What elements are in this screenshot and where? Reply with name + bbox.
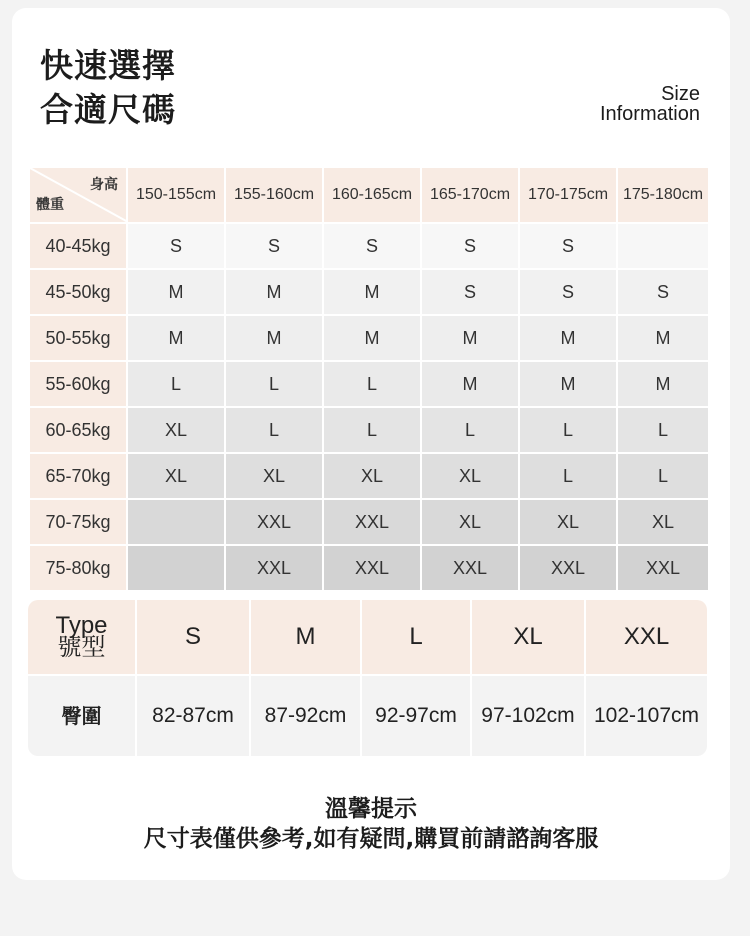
friendly-reminder	[12, 794, 730, 854]
size-cell: M	[519, 361, 617, 407]
size-cell: XXL	[421, 545, 519, 591]
weight-row	[29, 315, 709, 361]
hip-value-cell: 97-102cm	[472, 674, 586, 756]
size-cell: L	[127, 361, 225, 407]
hip-row	[28, 674, 707, 756]
type-cell: L	[362, 600, 472, 674]
size-cell: S	[225, 223, 323, 269]
size-cell: XXL	[225, 545, 323, 591]
hip-value-cell: 87-92cm	[251, 674, 362, 756]
type-cell: S	[137, 600, 251, 674]
weight-range-label: 55-60kg	[29, 361, 127, 407]
size-cell: XXL	[323, 545, 421, 591]
hip-value-cell: 102-107cm	[586, 674, 707, 756]
size-cell: XXL	[323, 499, 421, 545]
size-cell: M	[617, 315, 709, 361]
size-cell: XL	[519, 499, 617, 545]
size-cell: XL	[127, 407, 225, 453]
type-label-en: Type	[55, 612, 108, 639]
size-cell: XL	[127, 453, 225, 499]
type-cell: M	[251, 600, 362, 674]
size-cell: S	[421, 269, 519, 315]
hip-value-cell: 82-87cm	[137, 674, 251, 756]
weight-row	[29, 223, 709, 269]
hip-label-cell: 臀圍	[28, 674, 137, 756]
size-cell: L	[617, 407, 709, 453]
tip-title: 溫馨提示	[325, 796, 417, 822]
size-cell: L	[323, 361, 421, 407]
size-cell: L	[225, 407, 323, 453]
size-cell: M	[323, 315, 421, 361]
size-cell: XXL	[617, 545, 709, 591]
hip-measurement-table	[28, 600, 707, 756]
height-column-header: 155-160cm	[225, 167, 323, 223]
size-info-line-2: Information	[599, 103, 700, 125]
size-guide-card	[12, 8, 730, 880]
weight-row	[29, 269, 709, 315]
size-cell: S	[323, 223, 421, 269]
type-label-zh: 號型	[57, 634, 106, 661]
size-cell: M	[127, 315, 225, 361]
height-column-header: 175-180cm	[617, 167, 709, 223]
size-cell: M	[323, 269, 421, 315]
tip-text: 尺寸表僅供參考,如有疑問,購買前請諮詢客服	[143, 826, 599, 852]
hip-value-cell: 92-97cm	[362, 674, 472, 756]
weight-range-label: 75-80kg	[29, 545, 127, 591]
size-cell: M	[421, 361, 519, 407]
size-cell: XL	[617, 499, 709, 545]
chart-header-row	[29, 167, 709, 223]
title-line-1: 快速選擇	[40, 46, 176, 85]
size-cell: L	[617, 453, 709, 499]
height-axis-label: 身高	[90, 176, 118, 192]
height-column-header: 150-155cm	[127, 167, 225, 223]
size-cell: M	[519, 315, 617, 361]
size-cell: M	[617, 361, 709, 407]
size-cell: XXL	[225, 499, 323, 545]
weight-row	[29, 499, 709, 545]
size-cell	[127, 499, 225, 545]
size-cell: XL	[225, 453, 323, 499]
weight-row	[29, 407, 709, 453]
weight-range-label: 70-75kg	[29, 499, 127, 545]
title-line-2: 合適尺碼	[40, 90, 176, 129]
size-cell: M	[421, 315, 519, 361]
page-title	[40, 44, 176, 132]
size-cell: L	[225, 361, 323, 407]
weight-row	[29, 361, 709, 407]
height-column-header: 170-175cm	[519, 167, 617, 223]
size-cell: XXL	[519, 545, 617, 591]
weight-range-label: 60-65kg	[29, 407, 127, 453]
size-cell: S	[421, 223, 519, 269]
size-cell: S	[519, 269, 617, 315]
size-cell	[127, 545, 225, 591]
weight-range-label: 50-55kg	[29, 315, 127, 361]
size-cell: L	[323, 407, 421, 453]
weight-row	[29, 453, 709, 499]
size-cell: L	[519, 407, 617, 453]
type-label-cell	[28, 600, 137, 674]
type-row	[28, 600, 707, 674]
weight-range-label: 40-45kg	[29, 223, 127, 269]
weight-range-label: 45-50kg	[29, 269, 127, 315]
type-cell: XL	[472, 600, 586, 674]
size-cell: S	[617, 269, 709, 315]
size-information-heading	[600, 84, 700, 124]
weight-range-label: 65-70kg	[29, 453, 127, 499]
size-cell: S	[519, 223, 617, 269]
size-info-line-1: Size	[661, 83, 700, 105]
height-column-header: 165-170cm	[421, 167, 519, 223]
type-cell: XXL	[586, 600, 707, 674]
size-cell: M	[225, 269, 323, 315]
height-column-header: 160-165cm	[323, 167, 421, 223]
corner-cell	[29, 167, 127, 223]
size-cell: S	[127, 223, 225, 269]
weight-row	[29, 545, 709, 591]
size-cell: XL	[323, 453, 421, 499]
size-cell	[617, 223, 709, 269]
size-cell: L	[519, 453, 617, 499]
size-cell: M	[127, 269, 225, 315]
height-weight-size-chart	[28, 166, 710, 592]
weight-axis-label: 體重	[36, 196, 64, 212]
size-cell: XL	[421, 499, 519, 545]
size-cell: L	[421, 407, 519, 453]
size-cell: M	[225, 315, 323, 361]
size-cell: XL	[421, 453, 519, 499]
